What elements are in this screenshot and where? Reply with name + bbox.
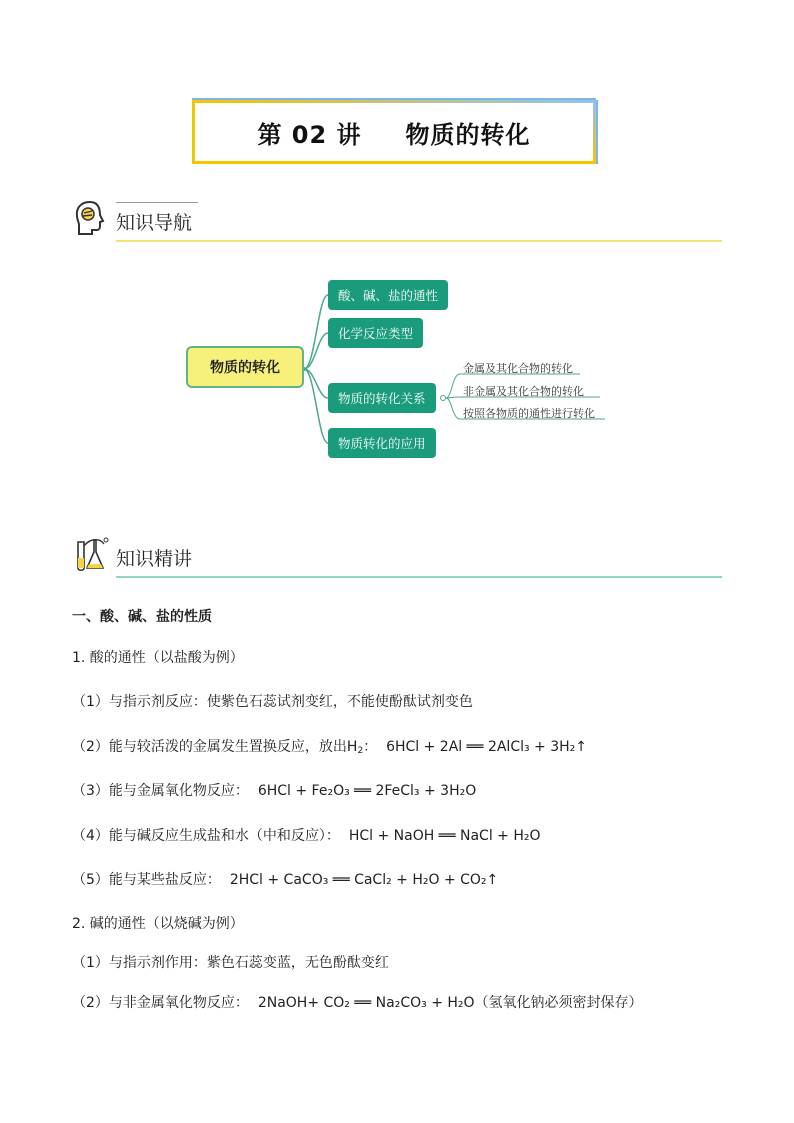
- equation: HCl + NaOH ══ NaCl + H₂O: [348, 828, 541, 844]
- acid-property-1: （1）与指示剂反应：使紫色石蕊试剂变红，不能使酚酞试剂变色: [72, 694, 473, 710]
- subheading-acid: 1. 酸的通性（以盐酸为例）: [72, 650, 244, 666]
- knowledge-nav-heading: [70, 198, 722, 242]
- equation: 6HCl + 2Al ══ 2AlCl₃ + 3H₂↑: [386, 739, 587, 755]
- page-title-box: [192, 100, 596, 164]
- mindmap-branch-general-properties: 酸、碱、盐的通性: [328, 280, 448, 310]
- mindmap-branch-transformation-relations: 物质的转化关系: [328, 383, 436, 413]
- acid-property-3: （3）能与金属氧化物反应： 6HCl + Fe₂O₃ ══ 2FeCl₃ + 3H₂O: [72, 783, 477, 799]
- page-title: [195, 103, 593, 161]
- acid-property-4: （4）能与碱反应生成盐和水（中和反应）： HCl + NaOH ══ NaCl + H₂O: [72, 828, 541, 844]
- lecture-number: 第 02 讲: [257, 120, 362, 149]
- storage-note: （氢氧化钠必须密封保存）: [474, 995, 643, 1011]
- base-property-2: （2）与非金属氧化物反应： 2NaOH+ CO₂ ══ Na₂CO₃ + H₂O（氢氧化钠必须密封保存）: [72, 995, 643, 1011]
- base-property-1: （1）与指示剂作用：紫色石蕊变蓝，无色酚酞变红: [72, 955, 389, 971]
- equation: 2HCl + CaCO₃ ══ CaCl₂ + H₂O + CO₂↑: [229, 872, 499, 888]
- section-label: 知识精讲: [116, 548, 193, 570]
- acid-property-2: （2）能与较活泼的金属发生置换反应，放出$H_2$： 6HCl + 2Al ══ 2AlCl₃ + 3H₂↑: [72, 739, 587, 756]
- mindmap-branch-applications: 物质转化的应用: [328, 428, 436, 458]
- heading-acid-base-salt: 一、酸、碱、盐的性质: [72, 609, 212, 625]
- equation: 2NaOH+ CO₂ ══ Na₂CO₃ + H₂O: [257, 995, 475, 1011]
- lecture-topic: 物质的转化: [405, 120, 531, 149]
- mindmap-branch-reaction-types: 化学反应类型: [328, 318, 423, 348]
- acid-property-5: （5）能与某些盐反应： 2HCl + CaCO₃ ══ CaCl₂ + H₂O + CO₂↑: [72, 872, 499, 888]
- brain-head-icon: [72, 198, 110, 238]
- equation: 6HCl + Fe₂O₃ ══ 2FeCl₃ + 3H₂O: [257, 783, 477, 799]
- mindmap-leaf-metal: 金属及其化合物的转化: [463, 362, 573, 375]
- knowledge-detail-heading: [70, 534, 722, 578]
- subheading-base: 2. 碱的通性（以烧碱为例）: [72, 916, 244, 932]
- mindmap-root: 物质的转化: [186, 346, 304, 388]
- mindmap-leaf-nonmetal: 非金属及其化合物的转化: [463, 385, 584, 398]
- mindmap-leaf-general: 按照各物质的通性进行转化: [463, 407, 595, 420]
- section-label: 知识导航: [116, 212, 193, 234]
- lab-flask-icon: [72, 534, 110, 574]
